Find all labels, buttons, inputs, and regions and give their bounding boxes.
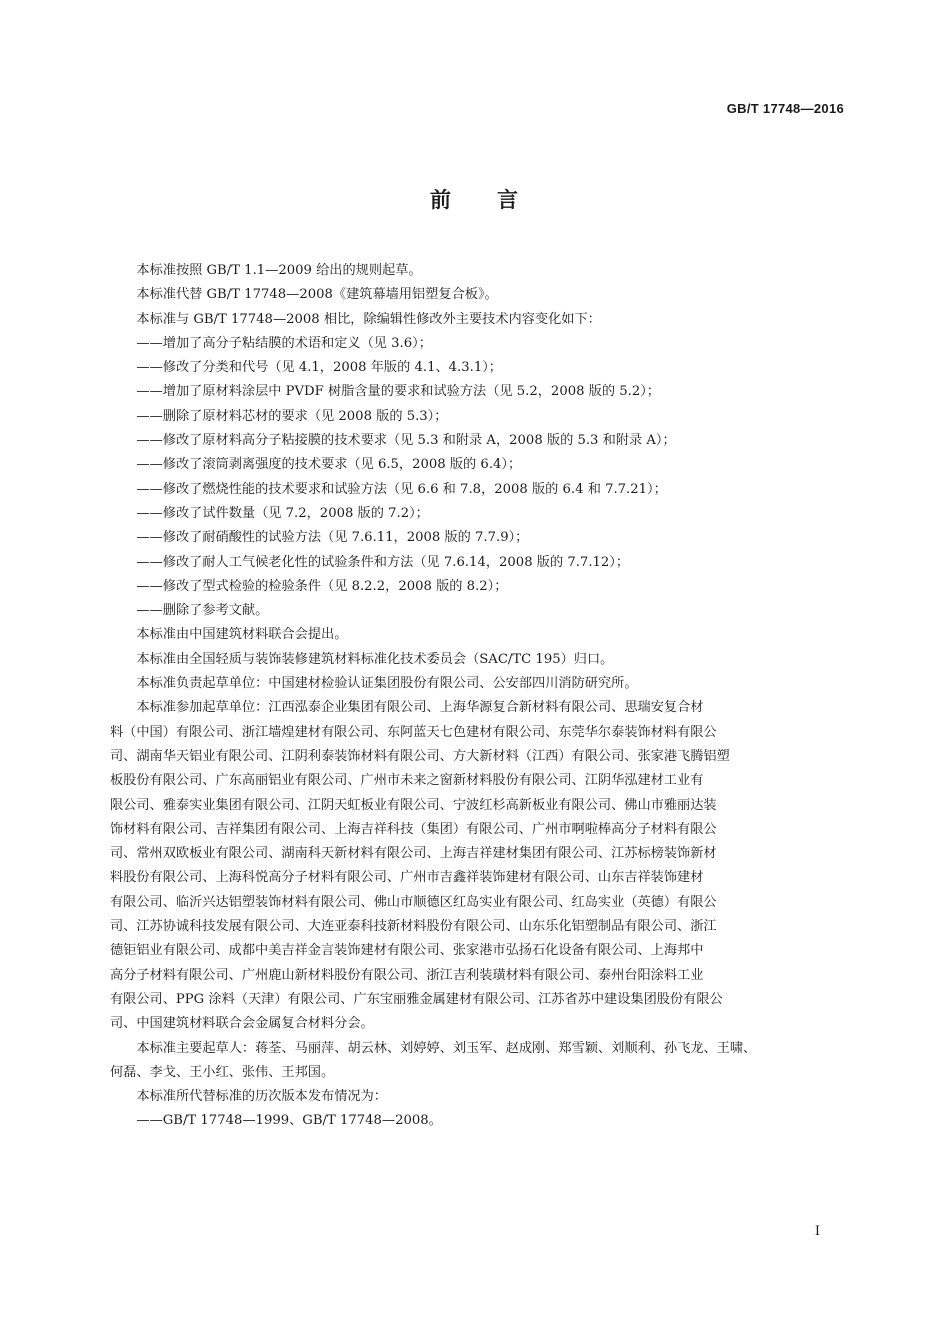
text-line: 有限公司、临沂兴达铝塑装饰材料有限公司、佛山市顺德区红岛实业有限公司、红岛实业（英德）有限公: [110, 894, 717, 910]
change-item: ——删除了参考文献。: [136, 603, 269, 619]
standard-code: GB/T 17748—2016: [726, 101, 844, 116]
paragraph-replaces: 本标准代替 GB/T 17748—2008《建筑幕墙用铝塑复合板》。: [136, 287, 498, 303]
text-line: 本标准参加起草单位：江西泓泰企业集团有限公司、上海华源复合新材料有限公司、思瑞安复合材: [136, 700, 704, 716]
foreword-body: [110, 259, 842, 1134]
change-item: ——修改了分类和代号（见 4.1，2008 年版的 4.1、4.3.1）；: [136, 360, 502, 376]
change-item: ——增加了原材料涂层中 PVDF 树脂含量的要求和试验方法（见 5.2，2008 版的 5.2）；: [136, 384, 660, 400]
text-line: 司、中国建筑材料联合会金属复合材料分会。: [110, 1016, 374, 1032]
title-char-1: 前: [430, 188, 453, 212]
paragraph-changes-intro: 本标准与 GB/T 17748—2008 相比，除编辑性修改外主要技术内容变化如下：: [136, 311, 601, 327]
change-item: ——修改了耐人工气候老化性的试验条件和方法（见 7.6.14，2008 版的 7.7.12）；: [136, 554, 630, 570]
text-line: 司、湖南华天铝业有限公司、江阴利泰装饰材料有限公司、方大新材料（江西）有限公司、张家港飞腾铝塑: [110, 748, 730, 764]
paragraph-participating-drafters: [110, 696, 842, 1036]
text-line: 板股份有限公司、广东高丽铝业有限公司、广州市未来之窗新材料股份有限公司、江阴华泓建材工业有: [110, 773, 704, 789]
paragraph-history-intro: 本标准所代替标准的历次版本发布情况为：: [136, 1089, 387, 1105]
history-item: ——GB/T 17748—1999、GB/T 17748—2008。: [136, 1113, 442, 1129]
text-line: 德钜铝业有限公司、成都中美吉祥金言装饰建材有限公司、张家港市弘扬石化设备有限公司、上海邦中: [110, 943, 704, 959]
paragraph-committee: 本标准由全国轻质与装饰装修建筑材料标准化技术委员会（SAC/TC 195）归口。: [136, 651, 614, 667]
change-item: ——修改了燃烧性能的技术要求和试验方法（见 6.6 和 7.8，2008 版的 6.4 和 7.7.21）；: [136, 481, 667, 497]
text-line: 本标准主要起草人：蒋荃、马丽萍、胡云林、刘婷婷、刘玉军、赵成刚、郑雪颖、刘顺利、孙飞龙、王啸、: [136, 1040, 757, 1056]
text-line: 何磊、李戈、王小红、张伟、王邦国。: [110, 1064, 335, 1080]
change-item: ——修改了型式检验的检验条件（见 8.2.2，2008 版的 8.2）；: [136, 578, 508, 594]
title-char-2: 言: [497, 188, 520, 212]
text-line: 高分子材料有限公司、广州鹿山新材料股份有限公司、浙江吉利装璜材料有限公司、泰州台阳涂料工业: [110, 967, 704, 983]
text-line: 司、江苏协诚科技发展有限公司、大连亚泰科技新材料股份有限公司、山东乐化铝塑制品有限公司、浙江: [110, 919, 717, 935]
page-title: [0, 184, 950, 214]
change-item: ——修改了试件数量（见 7.2，2008 版的 7.2）；: [136, 505, 429, 521]
paragraph-drafting-rules: 本标准按照 GB/T 1.1—2009 给出的规则起草。: [136, 263, 422, 278]
text-line: 料（中国）有限公司、浙江墙煌建材有限公司、东阿蓝天七色建材有限公司、东莞华尔泰装饰材料有限公: [110, 724, 717, 740]
page-number: I: [814, 1224, 820, 1239]
text-line: 有限公司、PPG 涂料（天津）有限公司、广东宝丽雅金属建材有限公司、江苏省苏中建设集团股份有限公: [110, 991, 723, 1007]
paragraph-lead-drafters: 本标准负责起草单位：中国建材检验认证集团股份有限公司、公安部四川消防研究所。: [136, 676, 638, 692]
paragraph-proposed-by: 本标准由中国建筑材料联合会提出。: [136, 627, 348, 643]
change-item: ——修改了原材料高分子粘接膜的技术要求（见 5.3 和附录 A，2008 版的 5.3 和附录 A）；: [136, 433, 676, 449]
text-line: 料股份有限公司、上海科悦高分子材料有限公司、广州市吉鑫祥装饰建材有限公司、山东吉祥装饰建材: [110, 870, 704, 886]
change-item: ——修改了滚筒剥离强度的技术要求（见 6.5，2008 版的 6.4）；: [136, 457, 522, 473]
change-item: ——增加了高分子粘结膜的术语和定义（见 3.6）；: [136, 335, 432, 351]
text-line: 限公司、雅泰实业集团有限公司、江阴天虹板业有限公司、宁波红杉高新板业有限公司、佛山市雅丽达装: [110, 797, 717, 813]
paragraph-main-drafters: [110, 1037, 842, 1086]
change-item: ——修改了耐硝酸性的试验方法（见 7.6.11，2008 版的 7.7.9）；: [136, 530, 529, 546]
change-item: ——删除了原材料芯材的要求（见 2008 版的 5.3）；: [136, 408, 448, 424]
text-line: 司、常州双欧板业有限公司、湖南科天新材料有限公司、上海吉祥建材集团有限公司、江苏标榜装饰新材: [110, 846, 717, 862]
text-line: 饰材料有限公司、吉祥集团有限公司、上海吉祥科技（集团）有限公司、广州市啊啦棒高分子材料有限公: [110, 821, 717, 837]
